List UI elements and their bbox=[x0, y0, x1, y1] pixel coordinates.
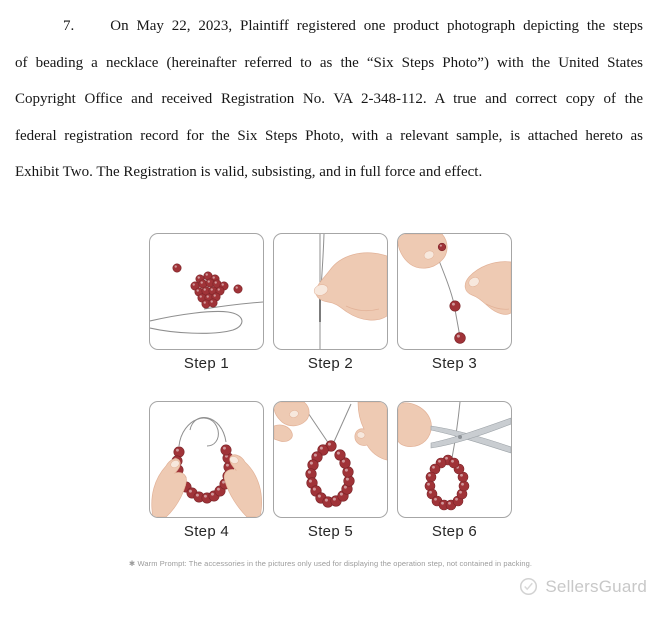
step-2-cell bbox=[273, 233, 388, 372]
step-1-panel bbox=[149, 233, 264, 350]
paragraph-line: Copyright Office and received Registration No. VA 2-348-112. A true and correct copy of the bbox=[15, 91, 643, 108]
paragraph-line: federal registration record for the Six Steps Photo, with a relevant sample, is attached hereto as bbox=[15, 127, 643, 144]
step2-threading-needle-illustration bbox=[274, 234, 387, 349]
bead-cluster bbox=[173, 264, 242, 308]
scissors-blade bbox=[431, 426, 511, 453]
cord-loop bbox=[150, 311, 242, 333]
steps-row-1 bbox=[0, 233, 661, 372]
sellersguard-logo-icon bbox=[519, 577, 538, 596]
bead-teardrop-loop bbox=[306, 441, 355, 508]
step-6-cell bbox=[397, 401, 512, 540]
step-4-cell bbox=[149, 401, 264, 540]
step-2-label: Step 2 bbox=[307, 354, 354, 372]
thread-arc bbox=[179, 418, 218, 446]
step-5-panel bbox=[273, 401, 388, 518]
bead-teardrop-loop bbox=[425, 455, 469, 510]
six-steps-figure bbox=[0, 233, 661, 568]
step-3-panel bbox=[397, 233, 512, 350]
steps-row-2 bbox=[0, 401, 661, 540]
paragraph-7 bbox=[0, 0, 661, 191]
watermark bbox=[0, 577, 661, 597]
left-thumb-shape bbox=[274, 425, 292, 442]
step-1-cell bbox=[149, 233, 264, 372]
step-4-label: Step 4 bbox=[183, 522, 230, 540]
paragraph-line: of beading a necklace (hereinafter referred to as the “Six Steps Photo”) with the United States bbox=[15, 54, 643, 71]
step5-tightening-loop-illustration bbox=[274, 402, 387, 517]
warm-prompt-note: ✱ Warm Prompt: The accessories in the pictures only used for displaying the operation step, not contained in packing. bbox=[128, 558, 533, 568]
step-1-label: Step 1 bbox=[183, 354, 230, 372]
thread-arc bbox=[190, 417, 226, 442]
step-4-panel bbox=[149, 401, 264, 518]
paragraph-line-text: On May 22, 2023, Plaintiff registered one product photograph depicting the steps bbox=[110, 18, 643, 34]
hand-shape bbox=[398, 403, 431, 447]
scissors-pivot bbox=[458, 435, 462, 439]
step-2-panel bbox=[273, 233, 388, 350]
step-3-cell bbox=[397, 233, 512, 372]
step3-stringing-beads-illustration bbox=[398, 234, 511, 349]
right-hand-shape bbox=[355, 402, 387, 460]
step4-looping-thread-illustration bbox=[150, 402, 263, 517]
paragraph-line: Exhibit Two. The Registration is valid, subsisting, and in full force and effect. bbox=[15, 164, 483, 181]
step-5-label: Step 5 bbox=[307, 522, 354, 540]
right-hand-shape bbox=[465, 262, 511, 315]
paragraph-line bbox=[15, 8, 643, 45]
step-5-cell bbox=[273, 401, 388, 540]
watermark-brand: SellersGuard bbox=[545, 576, 647, 596]
step-6-panel bbox=[397, 401, 512, 518]
step1-beads-and-cord-illustration bbox=[150, 234, 263, 349]
thread-line bbox=[333, 404, 351, 444]
step6-cutting-thread-illustration bbox=[398, 402, 511, 517]
paragraph-number: 7. bbox=[63, 18, 75, 34]
step-6-label: Step 6 bbox=[431, 522, 478, 540]
step-3-label: Step 3 bbox=[431, 354, 478, 372]
